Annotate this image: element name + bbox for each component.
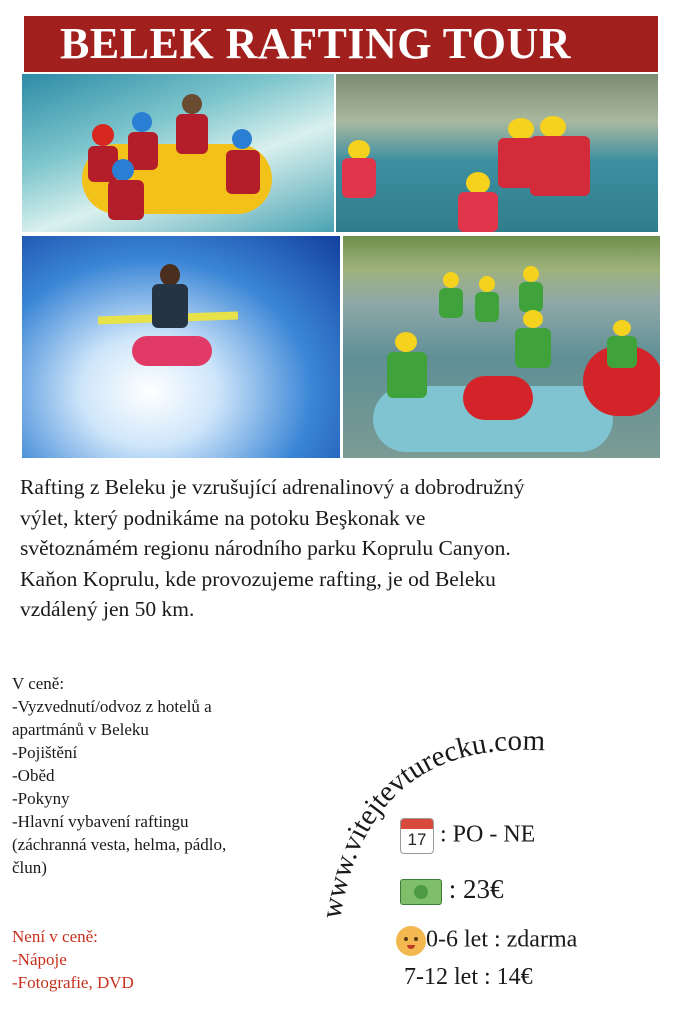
excluded-heading: Není v ceně: bbox=[12, 927, 98, 946]
kids-price-text: 7-12 let : 14€ bbox=[404, 964, 533, 990]
excluded-item: -Fotografie, DVD bbox=[12, 973, 134, 992]
intro-line: světoznámém regionu národního parku Koprulu Canyon. bbox=[20, 536, 511, 560]
included-list bbox=[12, 672, 332, 879]
photo-kids-river bbox=[336, 74, 658, 232]
price-row bbox=[400, 874, 504, 905]
excluded-item: -Nápoje bbox=[12, 950, 67, 969]
intro-line: vzdálený jen 50 km. bbox=[20, 597, 195, 621]
intro-line: Rafting z Beleku je vzrušující adrenalinový a dobrodružný bbox=[20, 475, 525, 499]
intro-line: Kaňon Koprulu, kde provozujeme rafting, je od Beleku bbox=[20, 566, 496, 591]
included-item: -Pojištění bbox=[12, 743, 78, 762]
baby-icon bbox=[396, 926, 426, 956]
website-url-text[interactable]: www.vitejtevturecku.com bbox=[315, 724, 546, 922]
included-item: -Pokyny bbox=[12, 789, 70, 808]
included-item: (záchranná vesta, helma, pádlo, bbox=[12, 835, 227, 854]
photo-raft-group bbox=[22, 74, 334, 232]
page-title: BELEK RAFTING TOUR bbox=[60, 19, 572, 68]
money-icon bbox=[400, 879, 442, 905]
included-item: apartmánů v Beleku bbox=[12, 720, 149, 739]
photo-group-raft-paddles bbox=[343, 236, 660, 458]
excluded-list bbox=[12, 925, 134, 994]
included-item: -Vyzvednutí/odvoz z hotelů a bbox=[12, 697, 212, 716]
calendar-icon: 17 bbox=[400, 818, 434, 854]
intro-paragraph bbox=[20, 472, 670, 625]
intro-line: výlet, který podnikáme na potoku Beşkonak ve bbox=[20, 505, 426, 530]
included-item: člun) bbox=[12, 858, 47, 877]
included-item: -Hlavní vybavení raftingu bbox=[12, 812, 189, 831]
photo-kayak-rapids bbox=[22, 236, 340, 458]
price-text: : 23€ bbox=[448, 874, 504, 904]
included-item: -Oběd bbox=[12, 766, 55, 785]
kids-free-row bbox=[396, 926, 577, 956]
days-row bbox=[400, 818, 535, 854]
included-heading: V ceně: bbox=[12, 674, 65, 693]
days-text: : PO - NE bbox=[440, 821, 536, 848]
kids-free-text: 0-6 let : zdarma bbox=[426, 926, 578, 953]
